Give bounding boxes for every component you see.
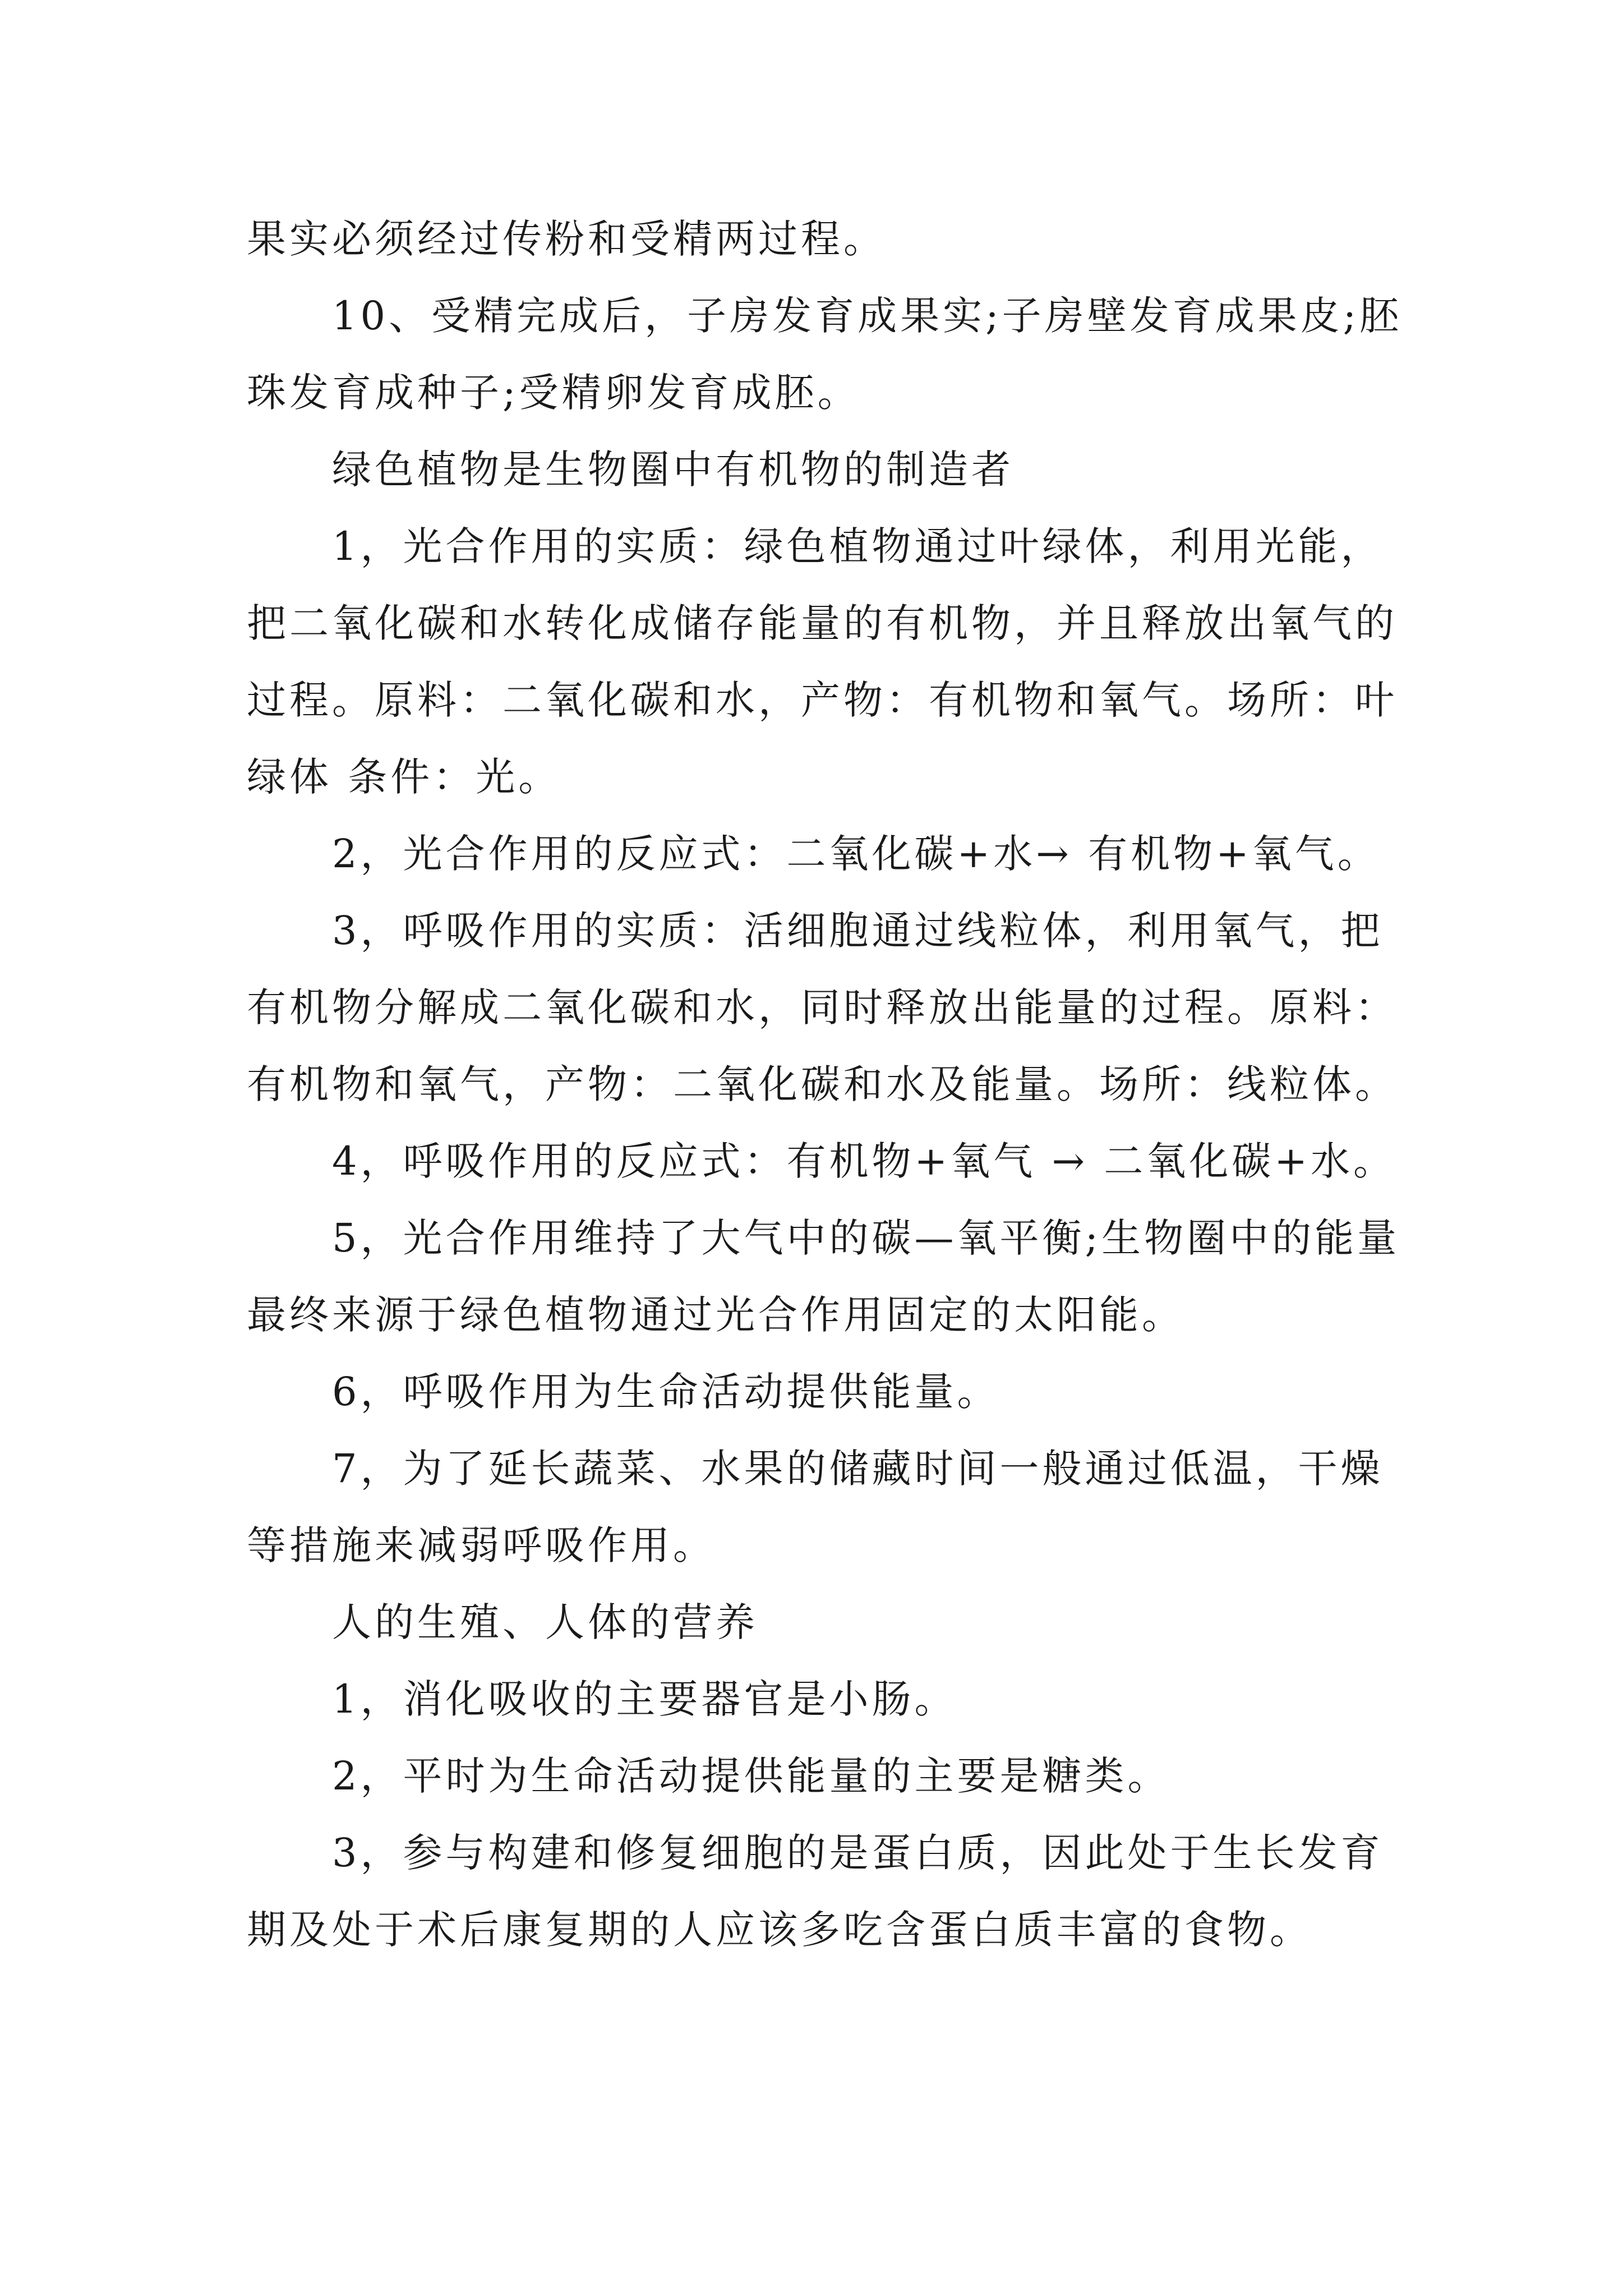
section-heading-green-plants: 绿色植物是生物圈中有机物的制造者 bbox=[332, 447, 1014, 493]
paragraph-photosynthesis-essence: 1，光合作用的实质：绿色植物通过叶绿体，利用光能，把二氧化碳和水转化成储存能量的有机物，并且释放出氧气的过程。原料：二氧化碳和水，产物：有机物和氧气。场所：叶绿体 条件：光。 bbox=[247, 523, 1398, 800]
paragraph-respiration-energy: 6，呼吸作用为生命活动提供能量。 bbox=[332, 1369, 1000, 1415]
document-body bbox=[247, 201, 1413, 1968]
paragraph-fertilization: 10、受精完成后，子房发育成果实;子房壁发育成果皮;胚珠发育成种子;受精卵发育成胚。 bbox=[247, 293, 1403, 416]
paragraph-photosynthesis-equation: 2，光合作用的反应式：二氧化碳+水→ 有机物+氧气。 bbox=[332, 831, 1380, 877]
paragraph-respiration-equation: 4，呼吸作用的反应式：有机物+氧气 → 二氧化碳+水。 bbox=[332, 1138, 1396, 1184]
paragraph-respiration-essence: 3，呼吸作用的实质：活细胞通过线粒体，利用氧气，把有机物分解成二氧化碳和水，同时释放出能量的过程。原料：有机物和氧气，产物：二氧化碳和水及能量。场所：线粒体。 bbox=[247, 908, 1398, 1107]
paragraph-carbohydrates: 2，平时为生命活动提供能量的主要是糖类。 bbox=[332, 1753, 1170, 1799]
paragraph-protein: 3，参与构建和修复细胞的是蛋白质，因此处于生长发育期及处于术后康复期的人应该多吃含蛋白质丰富的食物。 bbox=[247, 1830, 1384, 1953]
paragraph-small-intestine: 1，消化吸收的主要器官是小肠。 bbox=[332, 1676, 957, 1722]
paragraph-continuation: 果实必须经过传粉和受精两过程。 bbox=[247, 216, 886, 262]
paragraph-storage: 7，为了延长蔬菜、水果的储藏时间一般通过低温，干燥等措施来减弱呼吸作用。 bbox=[247, 1446, 1384, 1568]
paragraph-carbon-oxygen-balance: 5，光合作用维持了大气中的碳—氧平衡;生物圈中的能量最终来源于绿色植物通过光合作用固定的太阳能。 bbox=[247, 1215, 1400, 1338]
section-heading-human-nutrition: 人的生殖、人体的营养 bbox=[332, 1599, 758, 1645]
